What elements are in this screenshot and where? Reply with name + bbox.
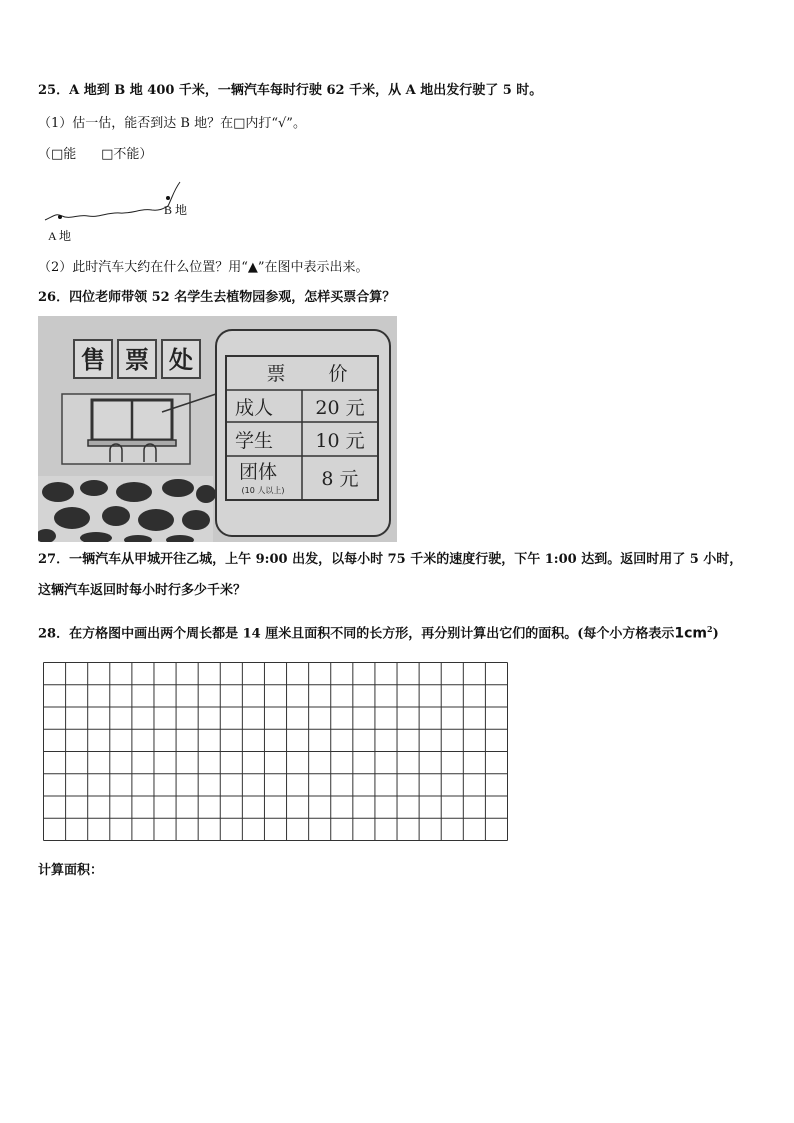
q27-line2: 这辆汽车返回时每小时行多少千米？ <box>38 583 247 598</box>
ticket-booth-picture <box>38 316 397 542</box>
label-b: B 地 <box>164 203 188 217</box>
row-student-price: 10 元 <box>315 430 365 452</box>
route-diagram <box>40 176 200 246</box>
header-price: 价 <box>328 363 348 385</box>
answer-label: 计算面积： <box>38 863 104 878</box>
option-can[interactable]: （□能 <box>38 147 77 162</box>
booth-sign <box>74 340 200 378</box>
row-group-note: (10 人以上) <box>241 486 285 495</box>
q25-part1: （1）估一估，能否到达 B 地？在□内打“√”。 <box>38 116 306 131</box>
q27-line1: 27．一辆汽车从甲城开往乙城，上午 9:00 出发，以每小时 75 千米的速度行驶，下午 1:00 达到。返回时用了 5 小时， <box>38 552 743 567</box>
label-a: A 地 <box>48 229 72 243</box>
option-cannot[interactable]: □不能） <box>101 147 153 162</box>
sign-char-3: 处 <box>169 346 193 374</box>
q28-close: ) <box>712 626 719 642</box>
stone-pavement <box>38 476 216 542</box>
point-b-dot <box>166 196 170 200</box>
q25-part2: （2）此时汽车大约在什么位置？用“▲”在图中表示出来。 <box>38 260 369 275</box>
row-group-price: 8 元 <box>321 468 359 490</box>
q28-stem-text: 28．在方格图中画出两个周长都是 14 厘米且面积不同的长方形，再分别计算出它们的面积。(每个小方格表示 <box>38 626 675 642</box>
q28-unit: 1cm <box>674 625 708 642</box>
row-adult-type: 成人 <box>234 397 274 419</box>
square-grid[interactable] <box>43 662 508 841</box>
q25-stem: 25．A 地到 B 地 400 千米，一辆汽车每时行驶 62 千米，从 A 地出发行驶了 5 时。 <box>38 83 543 98</box>
row-group-type: 团体 <box>238 461 278 483</box>
q25-options <box>38 146 152 164</box>
q26-stem: 26．四位老师带领 52 名学生去植物园参观，怎样买票合算？ <box>38 290 396 305</box>
header-ticket: 票 <box>266 363 286 385</box>
q28-stem <box>38 620 719 643</box>
sign-char-1: 售 <box>81 346 105 374</box>
row-student-type: 学生 <box>234 430 274 452</box>
point-a-dot <box>58 215 62 219</box>
row-adult-price: 20 元 <box>315 397 365 419</box>
route-path <box>45 182 180 220</box>
sign-char-2: 票 <box>125 346 149 374</box>
q28-unit-exponent: 2 <box>707 624 713 634</box>
